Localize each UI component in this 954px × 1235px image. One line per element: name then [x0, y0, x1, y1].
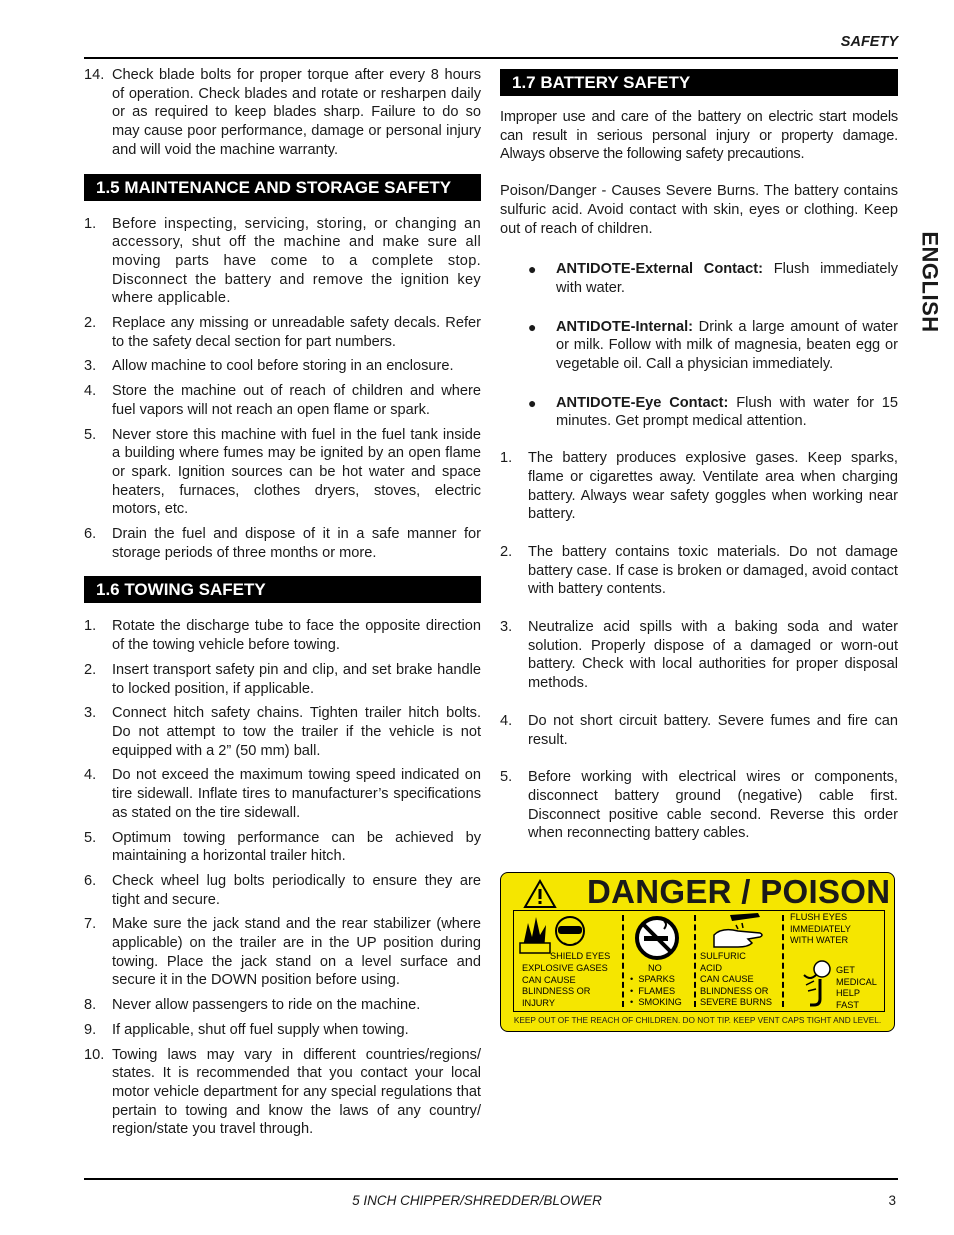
item-text: Check blade bolts for proper torque after every 8 hours of operation. Check blades and rotate or resharpen daily or as required to keep blades sharp. Failure to do so may cause poor performance, damage or personal injury and will void the machine warranty.	[112, 67, 481, 158]
decal-divider	[622, 915, 624, 1007]
item-text: Allow machine to cool before storing in an enclosure.	[112, 358, 454, 375]
bullet-icon: ●	[528, 261, 537, 278]
list-item	[84, 382, 481, 419]
item-number: 10.	[84, 1046, 105, 1063]
decal-divider	[782, 915, 784, 1007]
section-heading-towing: 1.6 TOWING SAFETY	[84, 576, 481, 603]
footer-title: 5 INCH CHIPPER/SHREDDER/BLOWER	[352, 1193, 602, 1208]
decal-line: SULFURIC	[700, 951, 746, 961]
right-column	[500, 69, 898, 862]
decal-line: HELP	[836, 988, 861, 999]
list-item	[84, 661, 481, 698]
item-number: 4.	[500, 712, 513, 729]
list-item	[84, 829, 481, 866]
item-text: Before inspecting, servicing, storing, or changing an accessory, shut off the machine and make sure all moving parts have come to a complete stop. Disconnect the battery and remove the ignition key where applicable.	[112, 215, 481, 307]
flush-text	[790, 912, 851, 947]
item-number: 5.	[84, 829, 97, 846]
item-number: 6.	[84, 872, 97, 889]
item-text: Check wheel lug bolts periodically to ensure they are tight and secure.	[112, 872, 481, 908]
item-text: Do not exceed the maximum towing speed indicated on tire sidewall. Inflate tires to manufacturer’s specifications as stated on the tire sidewall.	[112, 767, 481, 821]
item-text: Before working with electrical wires or components, disconnect battery ground (negative) cable first. Disconnect positive cable second. Reverse this order when reconnecting battery cables.	[528, 769, 898, 842]
item-number: 5.	[500, 769, 513, 786]
antidote-text: Flush with water for 15 minutes. Get prompt medical attention.	[556, 394, 898, 430]
item-text: Optimum towing performance can be achieved by maintaining a horizontal trailer hitch.	[112, 829, 481, 865]
decal-line: BLINDNESS OR	[700, 985, 769, 996]
antidote-item	[528, 394, 898, 431]
decal-panel	[513, 910, 885, 1012]
decal-line: FLUSH EYES	[790, 912, 848, 922]
decal-line: CAN CAUSE	[700, 974, 754, 985]
list-item	[500, 768, 898, 843]
decal-line: GET	[836, 965, 855, 975]
item-text: Towing laws may vary in different countries/regions/ states. It is recommended that you contact your local motor vehicle department for any special regulations that pertain to towing and know the laws of any country/ region/state you travel through.	[112, 1046, 481, 1138]
item-text: Store the machine out of reach of children and where fuel vapors will not reach an open flame or spark.	[112, 383, 481, 418]
bullet-icon: ●	[528, 394, 537, 411]
footer-rule	[84, 1178, 898, 1180]
language-tab	[895, 212, 954, 352]
antidote-text: Flush immediately with water.	[556, 261, 898, 296]
shield-eyes-label: SHIELD EYES	[550, 951, 611, 961]
decal-line: CAN CAUSE	[522, 974, 576, 985]
item-text: Rotate the discharge tube to face the opposite direction of the towing vehicle before towing.	[112, 618, 481, 654]
list-item	[500, 712, 898, 749]
item-text: Never store this machine with fuel in the fuel tank inside a building where fumes may be ignited by an open flame or spark. Ignition sources can be hot water and space heaters, furnaces, clothes dryers, stoves, electric motors, etc.	[112, 426, 481, 518]
no-label: NO	[648, 963, 662, 973]
section-heading-maintenance: 1.5 MAINTENANCE AND STORAGE SAFETY	[84, 174, 481, 201]
warning-triangle-icon	[523, 879, 557, 909]
decal-line: IMMEDIATELY	[790, 923, 851, 934]
list-item	[84, 66, 481, 160]
item-text: Connect hitch safety chains. Tighten trailer hitch bolts. Do not attempt to tow the trailer if the vehicle is not equipped with a 2” (50 mm) ball.	[112, 705, 481, 759]
acid-burn-hand-icon	[708, 911, 768, 949]
decal-text: SMOKING	[638, 997, 682, 1008]
item-number: 5.	[84, 426, 97, 443]
maintenance-list	[84, 215, 481, 563]
running-header: SAFETY	[840, 34, 898, 50]
item-number: 9.	[84, 1021, 97, 1038]
explosion-goggles-icon	[518, 913, 588, 955]
item-text: Do not short circuit battery. Severe fumes and fire can result.	[528, 712, 898, 748]
list-item	[84, 872, 481, 909]
list-item	[84, 1021, 481, 1040]
item-text: Make sure the jack stand and the rear stabilizer (where applicable) on the trailer are in the UP position during towing. Place the jack stand on a level surface and secure it in the DOWN position before using.	[112, 916, 481, 989]
item-number: 2.	[500, 543, 513, 560]
item-number: 2.	[84, 661, 97, 678]
decal-line: MEDICAL	[836, 976, 877, 987]
left-column	[84, 66, 481, 1145]
item-number: 2.	[84, 315, 97, 332]
item-text: Neutralize acid spills with a baking soda and water solution. Properly dispose of a damaged or worn-out battery. Check with local authorities for proper disposal methods.	[528, 619, 898, 692]
decal-line: FAST	[836, 999, 859, 1010]
decal-line: SEVERE BURNS	[700, 997, 772, 1008]
item-number: 7.	[84, 916, 97, 933]
decal-line: • FLAMES	[630, 985, 676, 996]
item-text: The battery contains toxic materials. Do not damage battery case. If case is broken or damaged, avoid contact with battery contents.	[528, 543, 898, 598]
decal-line: INJURY	[522, 997, 556, 1008]
list-item	[84, 426, 481, 520]
list-item	[84, 314, 481, 351]
list-item	[84, 1046, 481, 1140]
item-number: 6.	[84, 526, 97, 543]
eye-wash-icon	[800, 959, 836, 1009]
decal-title: DANGER / POISON	[587, 873, 891, 910]
decal-footer: KEEP OUT OF THE REACH OF CHILDREN. DO NOT TIP. KEEP VENT CAPS TIGHT AND LEVEL.	[513, 1015, 882, 1025]
explosive-text	[522, 963, 608, 1009]
list-item	[84, 704, 481, 760]
antidote-label: ANTIDOTE-Internal:	[556, 318, 694, 335]
list-item	[500, 449, 898, 524]
list-item	[84, 617, 481, 654]
danger-poison-decal	[500, 872, 895, 1032]
decal-line: • SPARKS	[630, 974, 675, 984]
list-item	[84, 215, 481, 309]
item-text: Replace any missing or unreadable safety decals. Refer to the safety decal section for part numbers.	[112, 315, 481, 350]
item-text: If applicable, shut off fuel supply when towing.	[112, 1021, 409, 1038]
item-text: The battery produces explosive gases. Keep sparks, flame or cigarettes away. Ventilate area when charging battery. Always wear safety goggles when working near battery.	[528, 450, 898, 523]
decal-text: SPARKS	[638, 974, 675, 984]
item-number: 3.	[84, 705, 97, 722]
item-text: Insert transport safety pin and clip, and set brake handle to locked position, if applicable.	[112, 661, 481, 697]
antidote-text: Drink a large amount of water or milk. Follow with milk of magnesia, beaten egg or vegetable oil. Call a physician immediately.	[556, 318, 898, 373]
item-text: Drain the fuel and dispose of it in a safe manner for storage periods of three months or more.	[112, 526, 481, 561]
item-number: 1.	[500, 450, 513, 467]
item-number: 1.	[84, 215, 97, 232]
antidote-label: ANTIDOTE-Eye Contact:	[556, 394, 729, 411]
decal-line: BLINDNESS OR	[522, 986, 591, 997]
decal-line: ACID	[700, 962, 722, 973]
item-number: 14.	[84, 67, 105, 83]
battery-intro: Improper use and care of the battery on electric start models can result in serious personal injury or property damage. Always observe the following safety precautions.	[500, 109, 898, 163]
antidote-item	[528, 260, 898, 297]
towing-list	[84, 617, 481, 1139]
language-label: ENGLISH	[918, 231, 944, 333]
list-item	[500, 618, 898, 693]
item-number: 1.	[84, 618, 97, 635]
item-number: 3.	[84, 358, 97, 375]
list-item	[500, 543, 898, 599]
list-item	[84, 766, 481, 822]
item-number: 8.	[84, 997, 97, 1014]
list-item	[84, 996, 481, 1015]
antidote-item	[528, 318, 898, 374]
page-number: 3	[888, 1193, 896, 1208]
no-smoking-icon	[634, 915, 680, 961]
acid-text	[700, 951, 772, 1009]
list-item	[84, 915, 481, 990]
header-rule	[84, 57, 898, 59]
list-item	[84, 525, 481, 562]
decal-line: WITH WATER	[790, 935, 849, 946]
decal-line: EXPLOSIVE GASES	[522, 963, 608, 973]
item-number: 4.	[84, 383, 97, 400]
item-number: 4.	[84, 767, 97, 784]
poison-warning: Poison/Danger - Causes Severe Burns. The battery contains sulfuric acid. Avoid contact with skin, eyes or clothing. Keep out of reach of children.	[500, 183, 898, 237]
list-item	[84, 357, 481, 376]
decal-text: FLAMES	[638, 985, 676, 996]
item-text: Never allow passengers to ride on the machine.	[112, 997, 421, 1014]
section-heading-battery: 1.7 BATTERY SAFETY	[500, 69, 898, 96]
medical-text	[836, 965, 877, 1011]
antidote-label: ANTIDOTE-External Contact:	[556, 261, 763, 278]
decal-divider	[694, 915, 696, 1007]
no-items	[630, 974, 682, 1009]
bullet-icon: ●	[528, 318, 537, 335]
decal-line: • SMOKING	[630, 997, 682, 1008]
item-number: 3.	[500, 619, 513, 636]
